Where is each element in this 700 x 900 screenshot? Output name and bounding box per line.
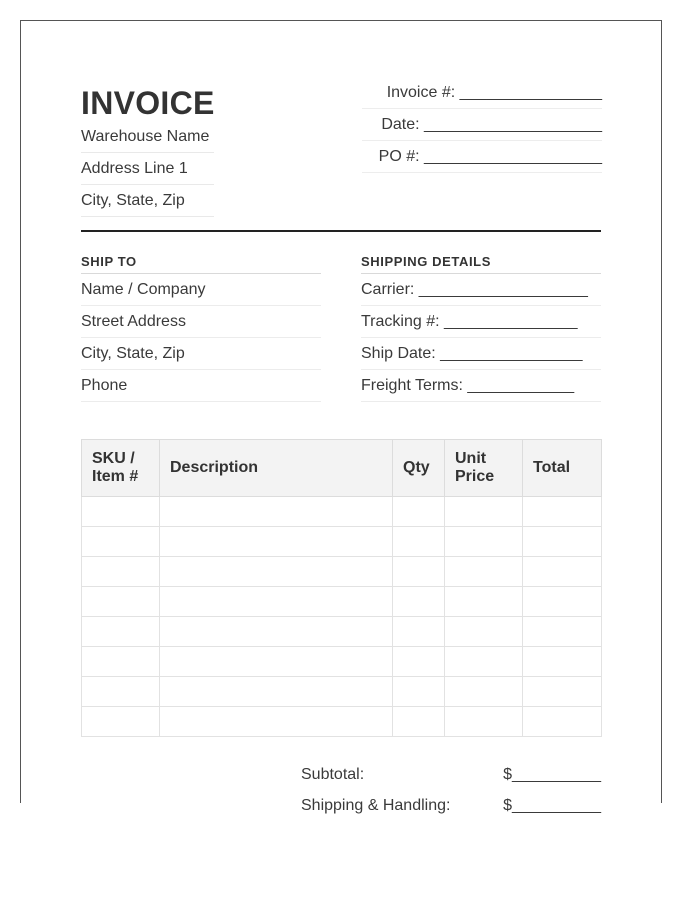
- invoice-page: [20, 20, 662, 814]
- subtotal-label: Subtotal:: [301, 766, 365, 783]
- shipping-handling-label: Shipping & Handling:: [301, 797, 451, 814]
- col-header-description: Description: [160, 440, 393, 497]
- table-cell: [523, 677, 602, 707]
- ship-to-section: [81, 251, 321, 402]
- shipping-handling-value: $__________: [503, 797, 601, 814]
- ship-to-phone: Phone: [81, 370, 321, 402]
- table-cell: [160, 557, 393, 587]
- table-cell: [82, 557, 160, 587]
- invoice-date-field: Date: ____________________: [362, 109, 602, 141]
- table-cell: [523, 527, 602, 557]
- warehouse-address-block: [81, 121, 214, 217]
- table-cell: [160, 677, 393, 707]
- table-cell: [160, 587, 393, 617]
- table-cell: [160, 707, 393, 737]
- table-cell: [445, 527, 523, 557]
- ship-to-heading: SHIP TO: [81, 251, 321, 274]
- freight-terms-field: Freight Terms: ____________: [361, 370, 601, 402]
- subtotal-value: $__________: [503, 766, 601, 783]
- table-cell: [523, 707, 602, 737]
- table-cell: [445, 587, 523, 617]
- table-cell: [82, 707, 160, 737]
- table-row: [82, 677, 602, 707]
- items-table-header: [82, 440, 602, 497]
- table-cell: [393, 707, 445, 737]
- table-cell: [445, 557, 523, 587]
- shipping-details-heading: SHIPPING DETAILS: [361, 251, 601, 274]
- col-header-sku: SKU / Item #: [82, 440, 160, 497]
- table-row: [82, 527, 602, 557]
- table-row: [82, 617, 602, 647]
- table-row: [82, 707, 602, 737]
- header-divider: [81, 230, 601, 232]
- table-cell: [82, 677, 160, 707]
- table-cell: [160, 527, 393, 557]
- table-cell: [82, 527, 160, 557]
- table-cell: [82, 497, 160, 527]
- table-cell: [82, 617, 160, 647]
- ship-to-city: City, State, Zip: [81, 338, 321, 370]
- table-cell: [445, 497, 523, 527]
- table-cell: [445, 677, 523, 707]
- table-cell: [393, 557, 445, 587]
- warehouse-address-line: Address Line 1: [81, 153, 214, 185]
- col-header-qty: Qty: [393, 440, 445, 497]
- table-cell: [393, 587, 445, 617]
- table-cell: [445, 647, 523, 677]
- carrier-field: Carrier: ___________________: [361, 274, 601, 306]
- col-header-unit-price: Unit Price: [445, 440, 523, 497]
- table-cell: [445, 707, 523, 737]
- subtotal-row: [301, 759, 601, 790]
- table-row: [82, 587, 602, 617]
- invoice-title: INVOICE: [81, 85, 215, 121]
- table-row: [82, 647, 602, 677]
- ship-to-street: Street Address: [81, 306, 321, 338]
- shipping-details-section: [361, 251, 601, 402]
- tracking-field: Tracking #: _______________: [361, 306, 601, 338]
- invoice-meta-block: [362, 77, 602, 173]
- items-table-body: [82, 497, 602, 737]
- table-cell: [160, 647, 393, 677]
- col-header-total: Total: [523, 440, 602, 497]
- table-cell: [445, 617, 523, 647]
- ship-date-field: Ship Date: ________________: [361, 338, 601, 370]
- table-cell: [393, 617, 445, 647]
- ship-to-name: Name / Company: [81, 274, 321, 306]
- table-row: [82, 557, 602, 587]
- shipping-handling-row: [301, 790, 601, 821]
- table-cell: [82, 647, 160, 677]
- table-cell: [523, 587, 602, 617]
- invoice-number-field: Invoice #: ________________: [362, 77, 602, 109]
- table-cell: [82, 587, 160, 617]
- table-row: [82, 497, 602, 527]
- totals-block: [301, 759, 601, 821]
- table-cell: [523, 497, 602, 527]
- table-cell: [523, 647, 602, 677]
- warehouse-name: Warehouse Name: [81, 121, 214, 153]
- table-cell: [393, 677, 445, 707]
- table-cell: [160, 497, 393, 527]
- table-cell: [160, 617, 393, 647]
- table-cell: [393, 497, 445, 527]
- table-cell: [393, 527, 445, 557]
- table-cell: [523, 617, 602, 647]
- table-cell: [393, 647, 445, 677]
- po-number-field: PO #: ____________________: [362, 141, 602, 173]
- table-cell: [523, 557, 602, 587]
- items-table: [81, 439, 602, 737]
- warehouse-city-state-zip: City, State, Zip: [81, 185, 214, 217]
